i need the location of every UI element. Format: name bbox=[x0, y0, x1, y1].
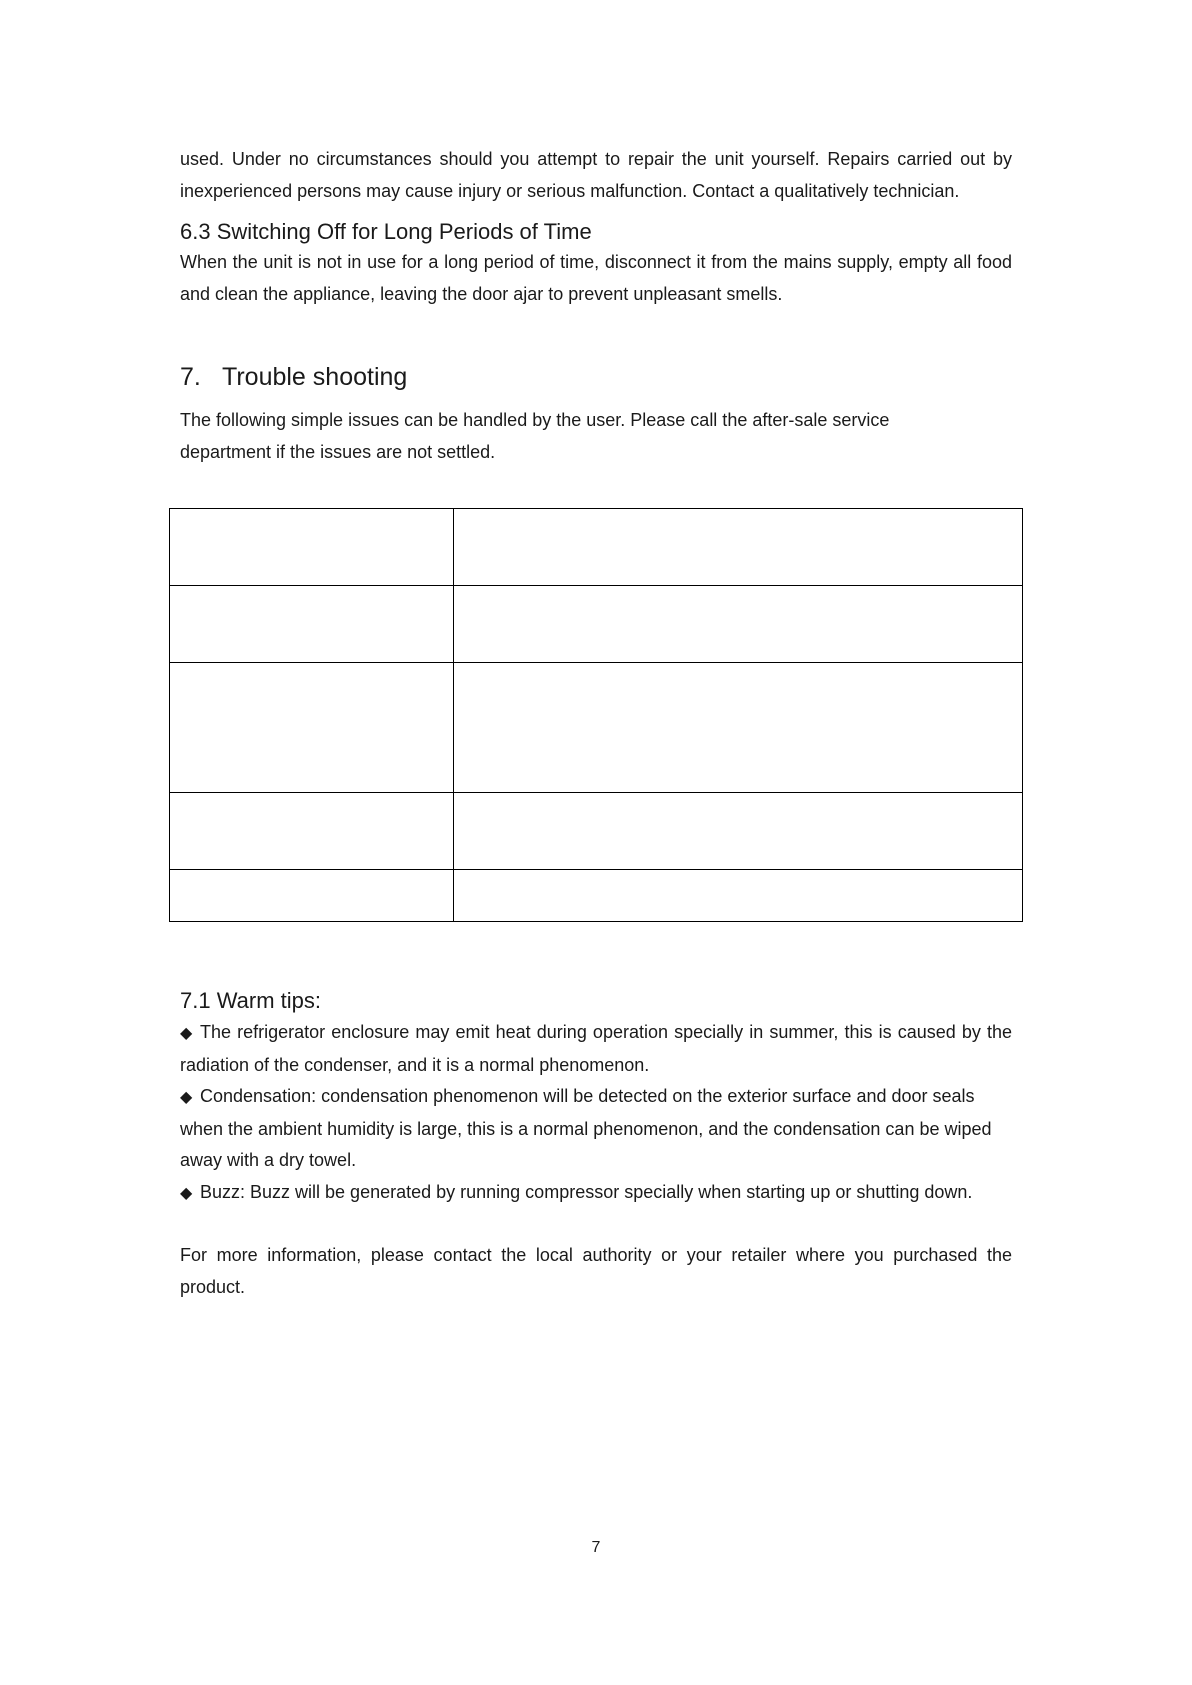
tip-condensation-text: Condensation: condensation phenomenon will be detected on the exterior surface and door seals when the ambient humidity is large, this is a normal phenomenon, and the condensation can be wiped away with a dry towel. bbox=[180, 1086, 992, 1170]
tip-condensation bbox=[180, 1081, 1012, 1177]
closing-paragraph: For more information, please contact the local authority or your retailer where you purchased the product. bbox=[180, 1245, 1012, 1297]
section-6-3-paragraph: When the unit is not in use for a long period of time, disconnect it from the mains supply, empty all food and clean the appliance, leaving the door ajar to prevent unpleasant smells. bbox=[180, 252, 1012, 304]
section-7-heading bbox=[180, 360, 1012, 394]
paragraph-spacer bbox=[180, 1209, 1012, 1240]
trouble-shooting-table bbox=[169, 508, 1023, 922]
table-cell-solution bbox=[454, 663, 1023, 793]
table-cell-problem bbox=[170, 663, 454, 793]
table-cell-problem bbox=[170, 870, 454, 922]
section-7-intro-line-2: department if the issues are not settled. bbox=[180, 441, 496, 462]
table-row bbox=[170, 663, 1023, 793]
table-cell-solution bbox=[454, 870, 1023, 922]
table-row bbox=[170, 793, 1023, 870]
table-cell-solution bbox=[454, 793, 1023, 870]
section-7-number: 7. bbox=[180, 363, 201, 391]
tip-buzz bbox=[180, 1177, 1012, 1210]
section-7-1-heading: 7.1 Warm tips: bbox=[180, 988, 321, 1013]
table-row bbox=[170, 870, 1023, 922]
page-number: 7 bbox=[591, 1539, 601, 1556]
table-row bbox=[170, 509, 1023, 586]
diamond-bullet-icon: ◆ bbox=[180, 1184, 193, 1202]
table-cell-solution bbox=[454, 509, 1023, 586]
diamond-bullet-icon: ◆ bbox=[180, 1025, 193, 1042]
main-content bbox=[180, 144, 1012, 468]
tip-buzz-text: Buzz: Buzz will be generated by running compressor specially when starting up or shutting down. bbox=[200, 1181, 973, 1202]
table-cell-solution bbox=[454, 586, 1023, 663]
table-cell-problem bbox=[170, 586, 454, 663]
table-cell-problem bbox=[170, 509, 454, 586]
section-6-3-heading: 6.3 Switching Off for Long Periods of Time bbox=[180, 219, 592, 244]
diamond-bullet-icon: ◆ bbox=[180, 1089, 193, 1106]
repair-warning-paragraph: used. Under no circumstances should you attempt to repair the unit yourself. Repairs carried out by inexperienced persons may cause injury or serious malfunction. Contact a qualitatively technician. bbox=[180, 149, 1012, 201]
tip-heat bbox=[180, 1017, 1012, 1081]
section-7-intro bbox=[180, 405, 1012, 468]
section-7-intro-line-1: The following simple issues can be handled by the user. Please call the after-sale service bbox=[180, 410, 890, 430]
table-row bbox=[170, 586, 1023, 663]
table-cell-problem bbox=[170, 793, 454, 870]
section-7-title: Trouble shooting bbox=[222, 363, 408, 391]
warm-tips-section bbox=[180, 985, 1012, 1303]
tip-heat-text: The refrigerator enclosure may emit heat during operation specially in summer, this is caused by the radiation of the condenser, and it is a normal phenomenon. bbox=[180, 1022, 1012, 1075]
